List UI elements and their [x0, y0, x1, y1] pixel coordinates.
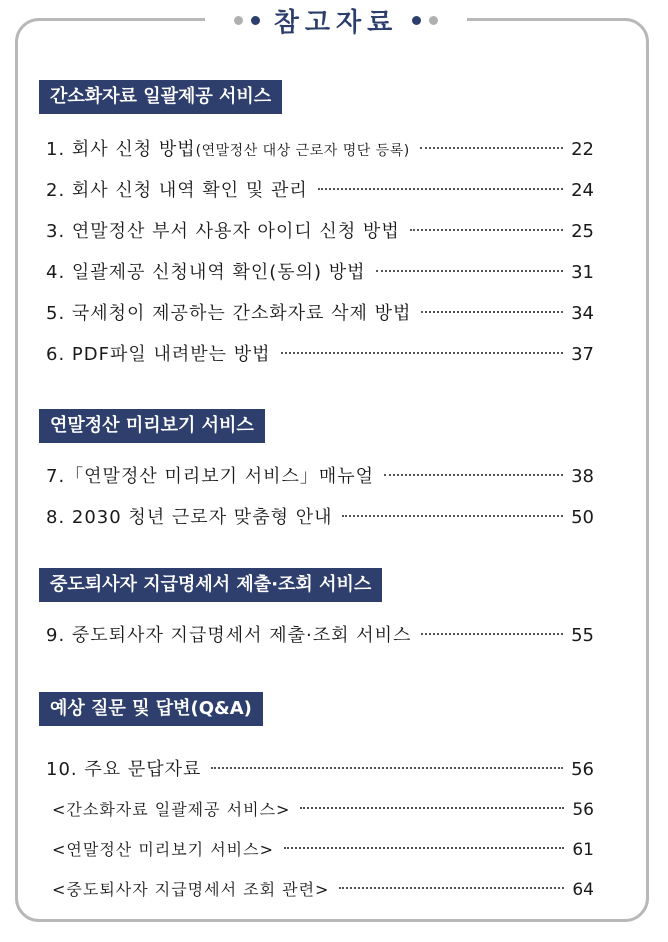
toc-entry-label: 7.「연말정산 미리보기 서비스」매뉴얼: [46, 466, 375, 487]
toc-entry[interactable]: [39, 456, 594, 497]
section-heading: 간소화자료 일괄제공 서비스: [39, 80, 282, 114]
navy-dot-icon: [412, 16, 421, 25]
dot-leader: [421, 633, 563, 635]
toc-entry-page: 61: [572, 840, 594, 860]
toc-entry[interactable]: [39, 252, 594, 293]
toc-entry[interactable]: [39, 129, 594, 170]
toc-entry-page: 38: [571, 466, 594, 487]
toc-entry-label: 5. 국세청이 제공하는 간소화자료 삭제 방법: [46, 303, 412, 324]
dot-leader: [211, 767, 563, 769]
dot-leader: [384, 474, 563, 476]
toc-entry-page: 56: [572, 800, 594, 820]
toc-entry-label: 4. 일괄제공 신청내역 확인(동의) 방법: [46, 262, 366, 283]
dot-leader: [318, 188, 563, 190]
toc-entry-label: <연말정산 미리보기 서비스>: [52, 840, 275, 859]
toc-entry-label: <중도퇴사자 지급명세서 조회 관련>: [52, 880, 330, 899]
page-title: 참고자료: [273, 7, 399, 38]
dot-leader: [300, 807, 564, 809]
toc-entry[interactable]: [39, 334, 594, 375]
navy-dot-icon: [251, 16, 260, 25]
toc-subentry[interactable]: [39, 870, 594, 910]
toc-entry-page: 37: [571, 344, 594, 365]
dot-leader: [284, 847, 564, 849]
toc-entry[interactable]: [39, 293, 594, 334]
section-preview: [39, 409, 594, 538]
dot-leader: [339, 887, 564, 889]
dot-leader: [342, 515, 563, 517]
dot-leader: [376, 270, 564, 272]
dot-leader: [420, 147, 563, 149]
toc-entry-page: 24: [571, 180, 594, 201]
toc-entry-page: 55: [571, 625, 594, 646]
toc-entry-page: 50: [571, 507, 594, 528]
toc-list: [39, 456, 594, 538]
grey-dot-icon: [429, 16, 438, 25]
dot-leader: [281, 352, 564, 354]
title-banner: [205, 0, 467, 40]
toc-entry-page: 25: [571, 221, 594, 242]
dot-leader: [410, 229, 563, 231]
section-midyear-retiree: [39, 568, 594, 656]
section-heading: 연말정산 미리보기 서비스: [39, 409, 265, 443]
toc-entry-label: 6. PDF파일 내려받는 방법: [46, 344, 271, 365]
dot-leader: [421, 311, 563, 313]
toc-entry[interactable]: [39, 497, 594, 538]
toc-entry-page: 56: [571, 759, 594, 780]
toc-entry-page: 22: [571, 139, 594, 160]
grey-dot-icon: [234, 16, 243, 25]
toc-entry-label: 9. 중도퇴사자 지급명세서 제출·조회 서비스: [46, 625, 412, 646]
toc-subentry[interactable]: [39, 830, 594, 870]
toc-list: [39, 615, 594, 656]
toc-entry[interactable]: [39, 615, 594, 656]
toc-list: [39, 749, 594, 910]
toc-entry-label: 1. 회사 신청 방법(연말정산 대상 근로자 명단 등록): [46, 139, 410, 160]
toc-entry-label: 8. 2030 청년 근로자 맞춤형 안내: [46, 507, 333, 528]
toc-entry-label: 2. 회사 신청 내역 확인 및 관리: [46, 180, 308, 201]
toc-entry-label: 10. 주요 문답자료: [46, 759, 202, 780]
toc-entry-label: <간소화자료 일괄제공 서비스>: [52, 800, 291, 819]
section-bulk-provision: [39, 80, 594, 375]
toc-entry[interactable]: [39, 211, 594, 252]
toc-entry-page: 31: [571, 262, 594, 283]
toc-entry-page: 64: [572, 880, 594, 900]
section-heading: 중도퇴사자 지급명세서 제출·조회 서비스: [39, 568, 382, 602]
section-heading: 예상 질문 및 답변(Q&A): [39, 692, 263, 726]
toc-list: [39, 129, 594, 375]
toc-subentry[interactable]: [39, 790, 594, 830]
toc-entry-page: 34: [571, 303, 594, 324]
toc-entry-label: 3. 연말정산 부서 사용자 아이디 신청 방법: [46, 221, 400, 242]
section-qna: [39, 692, 594, 910]
toc-entry[interactable]: [39, 170, 594, 211]
toc-entry[interactable]: [39, 749, 594, 790]
